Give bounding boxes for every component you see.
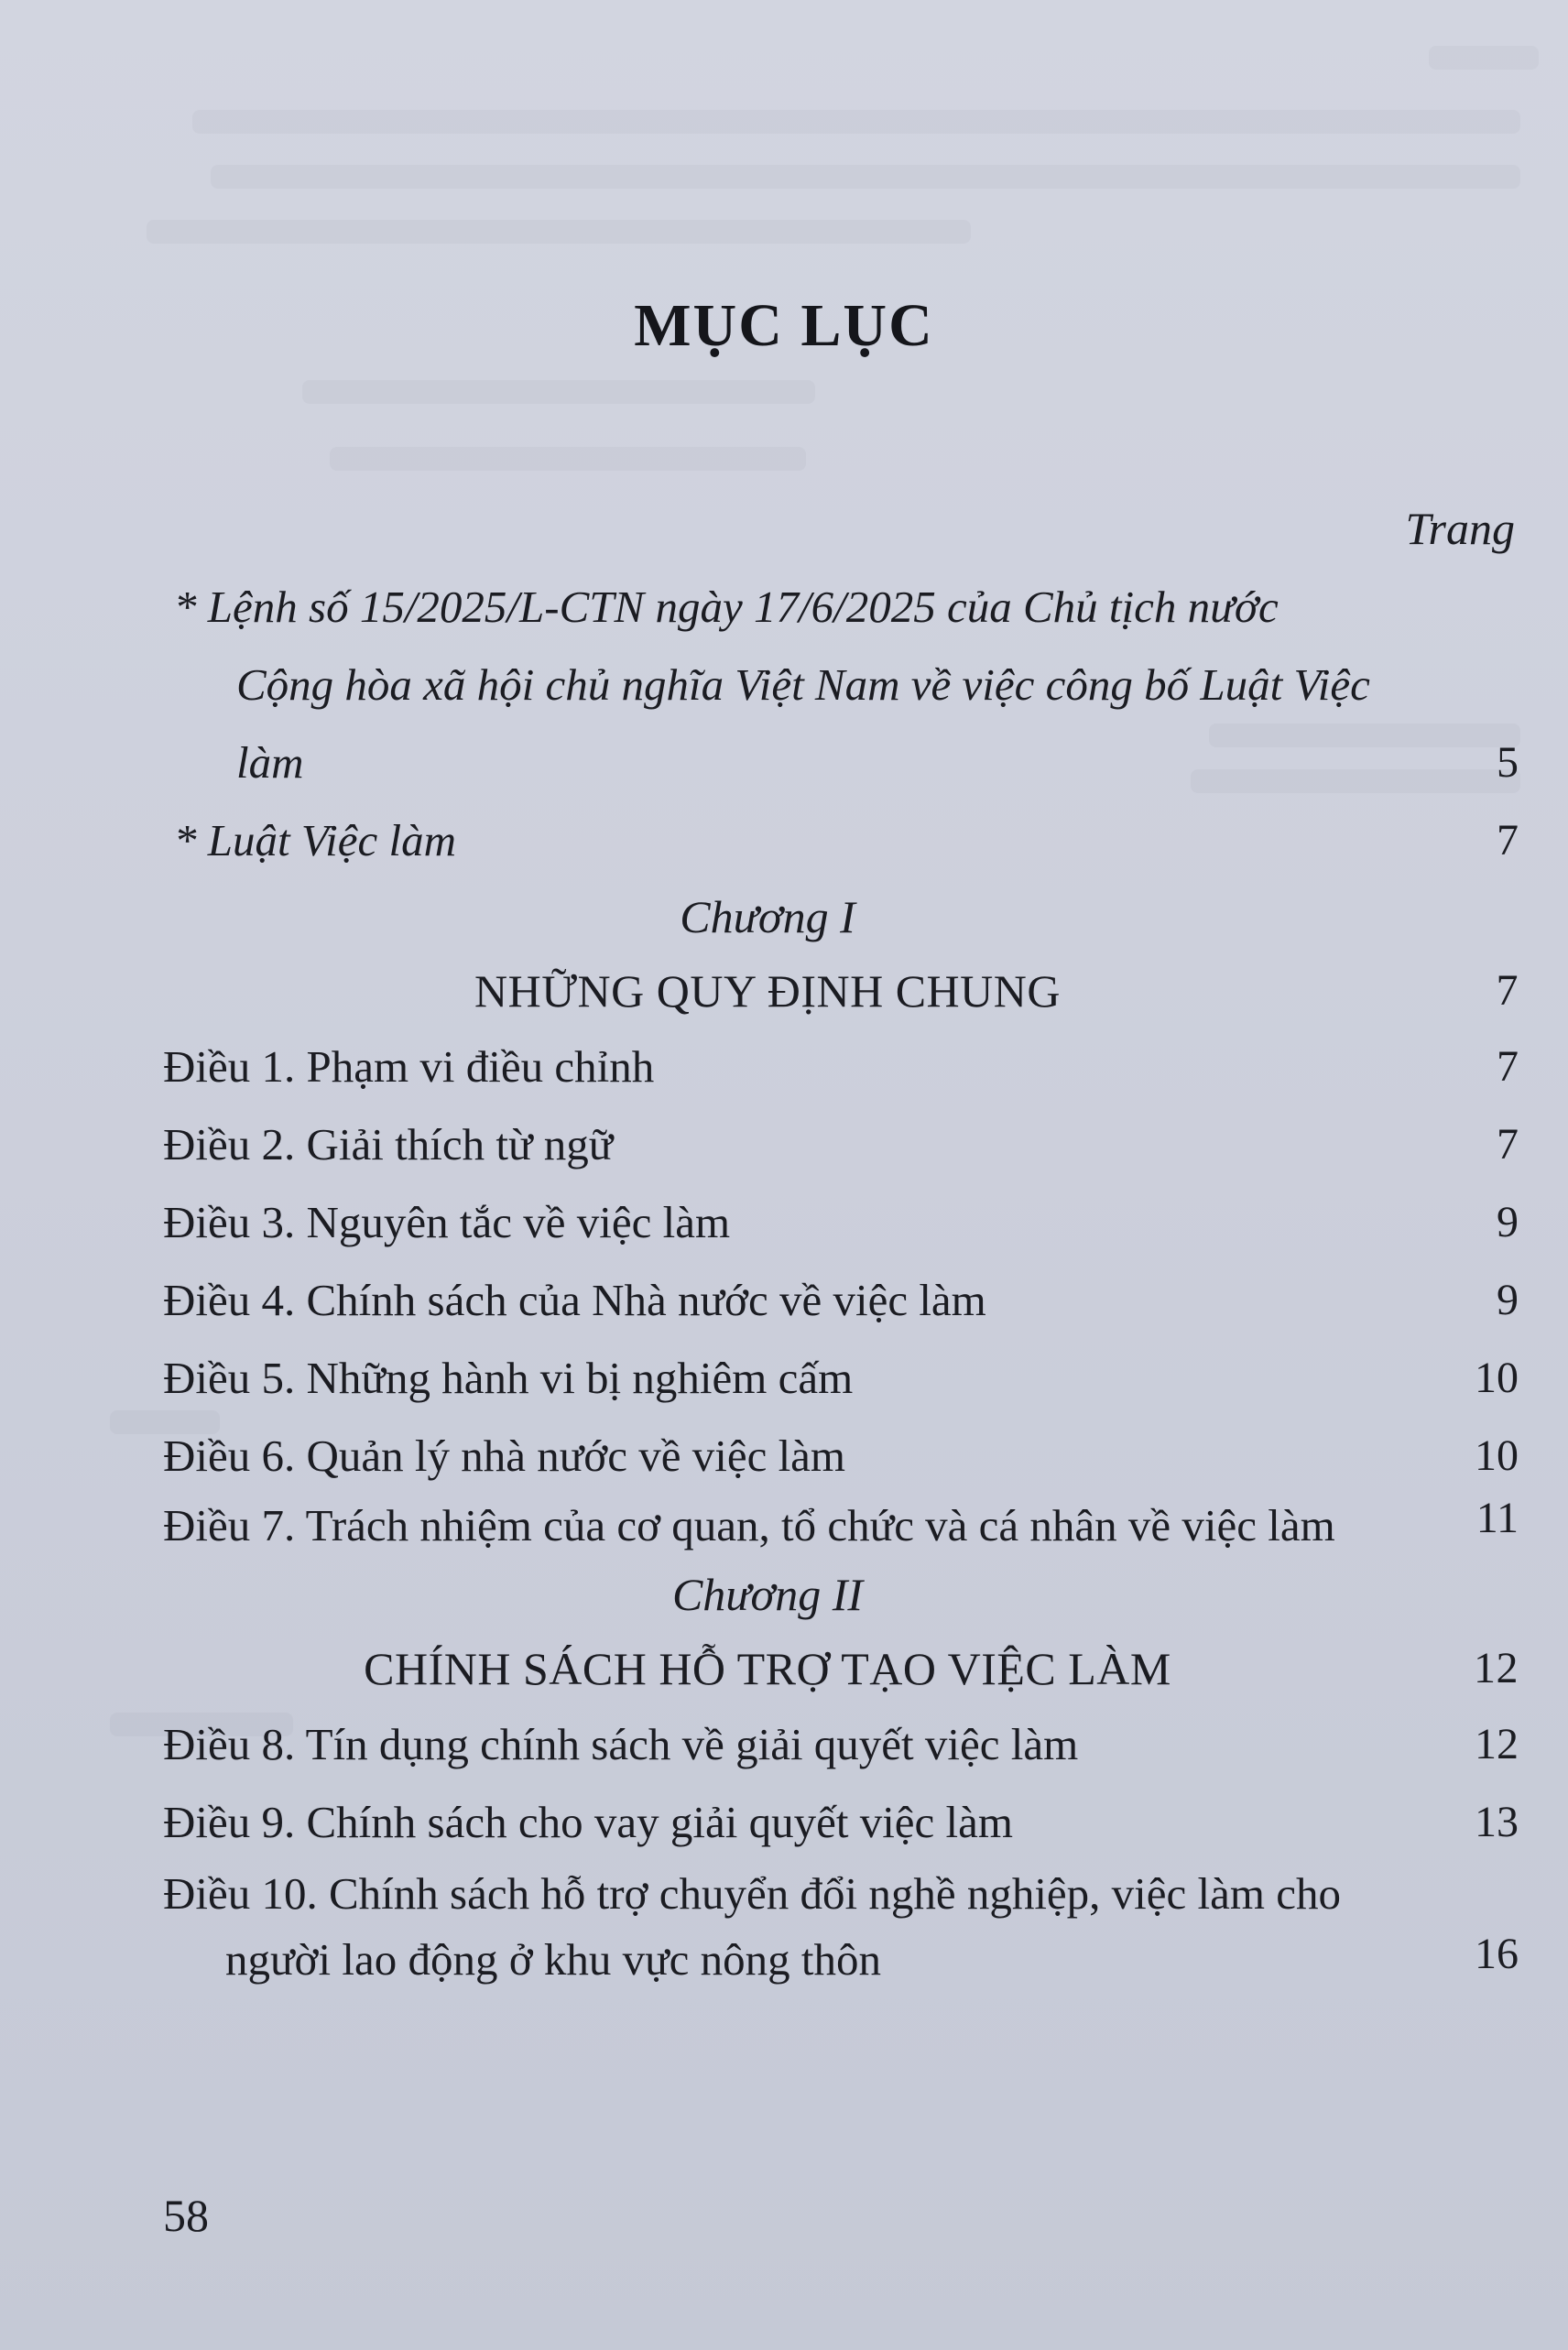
article-text: Điều 1. Phạm vi điều chỉnh (163, 1041, 655, 1092)
article-text: Điều 8. Tín dụng chính sách về giải quyết việc làm (163, 1719, 1079, 1769)
toc-article-4[interactable] (163, 1261, 1519, 1339)
article-page: 12 (1475, 1720, 1519, 1768)
toc-article-6[interactable] (163, 1417, 1519, 1495)
toc-entry-page: 5 (1497, 738, 1519, 787)
article-text: Điều 5. Những hành vi bị nghiêm cấm (163, 1353, 854, 1403)
article-text: Điều 7. Trách nhiệm của cơ quan, tổ chức và cá nhân về việc làm (163, 1500, 1335, 1550)
toc-entry-lenh[interactable] (163, 568, 1519, 801)
toc-entry-text: * Luật Việc làm (174, 815, 457, 865)
toc-article-2[interactable] (163, 1105, 1519, 1183)
toc-article-3[interactable] (163, 1183, 1519, 1261)
chapter-2-title[interactable] (163, 1632, 1519, 1705)
toc-article-7[interactable] (163, 1495, 1519, 1557)
toc-heading: MỤC LỤC (634, 292, 934, 359)
article-page: 16 (1475, 1930, 1519, 1978)
table-of-contents (163, 568, 1519, 1993)
toc-article-9[interactable] (163, 1783, 1519, 1861)
toc-article-8[interactable] (163, 1705, 1519, 1783)
article-text: Điều 2. Giải thích từ ngữ (163, 1119, 614, 1170)
toc-entry-luat[interactable] (163, 801, 1519, 879)
article-page: 10 (1475, 1354, 1519, 1402)
page-column-label: Trang (1405, 503, 1515, 554)
page-number: 58 (163, 2190, 209, 2241)
chapter-1-title[interactable] (163, 954, 1519, 1028)
chapter-1-label: Chương I (680, 891, 855, 942)
chapter-title-text: CHÍNH SÁCH HỖ TRỢ TẠO VIỆC LÀM (364, 1643, 1171, 1694)
toc-article-10[interactable] (163, 1861, 1519, 1993)
article-page: 7 (1497, 1120, 1519, 1169)
article-page: 7 (1497, 1042, 1519, 1091)
chapter-title-page: 7 (1496, 966, 1519, 1015)
chapter-title-text: NHỮNG QUY ĐỊNH CHUNG (474, 965, 1061, 1017)
toc-entry-text: * Lệnh số 15/2025/L-CTN ngày 17/6/2025 của Chủ tịch nước Cộng hòa xã hội chủ nghĩa Việt Nam về việc công bố Luật Việc làm (174, 582, 1370, 788)
article-page: 13 (1475, 1798, 1519, 1846)
article-text: Điều 9. Chính sách cho vay giải quyết việc làm (163, 1797, 1014, 1847)
article-text: Điều 3. Nguyên tắc về việc làm (163, 1197, 731, 1247)
toc-entry-page: 7 (1497, 816, 1519, 865)
chapter-title-page: 12 (1474, 1644, 1519, 1692)
article-text: Điều 6. Quản lý nhà nước về việc làm (163, 1431, 846, 1481)
chapter-2-label: Chương II (671, 1569, 864, 1620)
article-text: Điều 10. Chính sách hỗ trợ chuyển đổi nghề nghiệp, việc làm cho người lao động ở khu vực nông thôn (163, 1868, 1342, 1985)
toc-article-5[interactable] (163, 1339, 1519, 1417)
article-text: Điều 4. Chính sách của Nhà nước về việc làm (163, 1275, 986, 1325)
article-page: 9 (1497, 1276, 1519, 1324)
toc-article-1[interactable] (163, 1028, 1519, 1105)
article-page: 11 (1475, 1494, 1519, 1542)
article-page: 10 (1475, 1431, 1519, 1480)
article-page: 9 (1497, 1198, 1519, 1246)
